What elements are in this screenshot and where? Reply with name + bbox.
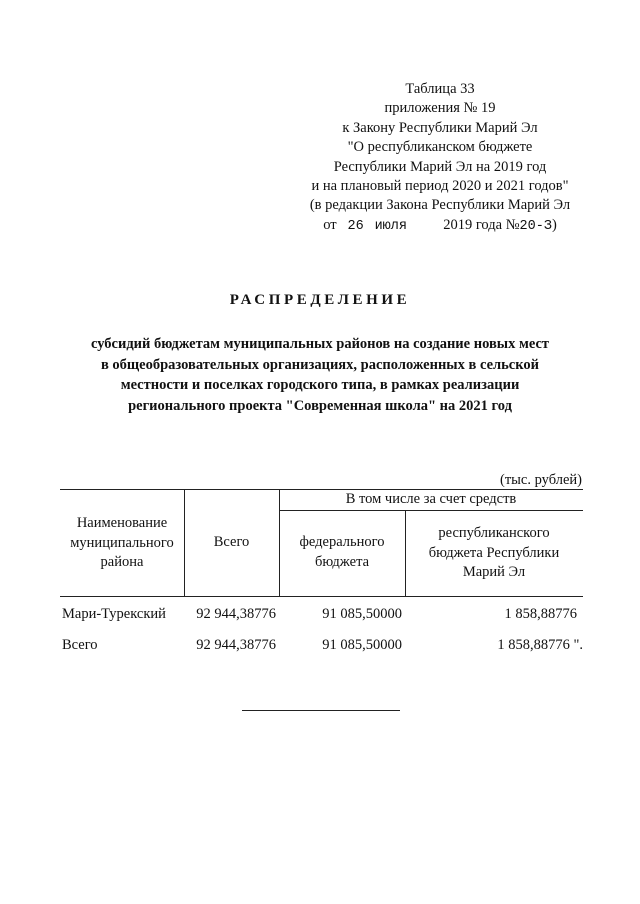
subtitle-line-2: в общеобразовательных организациях, расположенных в сельской: [100, 356, 540, 373]
header-name-line-2: муниципального: [70, 534, 174, 551]
header-republic-line-2: бюджета Республики: [428, 544, 560, 561]
header-federal-line-1: федерального: [299, 534, 385, 550]
header-name-cell: [60, 514, 184, 573]
header-edition: (в редакции Закона Республики Марий Эл: [309, 197, 571, 214]
row-name: Всего: [62, 637, 98, 653]
row-federal: 91 085,50000: [322, 637, 402, 653]
header-name-line-3: района: [100, 554, 144, 570]
header-close: ): [551, 216, 557, 233]
header-federal-cell: [279, 533, 405, 572]
header-federal-line-2: бюджета: [314, 553, 370, 570]
row-total: 92 944,38776: [196, 637, 276, 653]
row-name: Мари-Турекский: [62, 606, 166, 622]
row-total: 92 944,38776: [196, 606, 276, 622]
table-group-divider: [279, 510, 583, 511]
subtitle-line-3: местности и поселках городского типа, в рамках реализации: [120, 377, 520, 393]
header-day: 26: [347, 218, 364, 234]
header-law-number: 20-З: [519, 218, 552, 234]
header-appendix: приложения № 19: [384, 100, 496, 117]
row-republic: 1 858,88776: [504, 606, 577, 622]
units-label: (тыс. рублей): [500, 472, 582, 488]
header-group-cell: В том числе за счет средств: [345, 491, 517, 507]
header-month: июля: [374, 218, 407, 234]
header-law-title-2: Республики Марий Эл на 2019 год: [333, 158, 547, 175]
document-subtitle: [60, 334, 580, 416]
header-total-cell: Всего: [213, 534, 250, 550]
subtitle-line-1: субсидий бюджетам муниципальных районов на создание новых мест: [90, 336, 550, 352]
document-title: РАСПРЕДЕЛЕНИЕ: [229, 292, 411, 308]
footer-separator-line: [242, 710, 400, 711]
row-republic: 1 858,88776 ".: [497, 637, 583, 653]
header-law-title-1: "О республиканском бюджете: [347, 139, 533, 156]
table-header-bottom-border: [60, 596, 583, 597]
header-republic-cell: [405, 524, 583, 583]
header-year: 2019 года №: [443, 216, 520, 233]
row-federal: 91 085,50000: [322, 606, 402, 622]
header-law-ref: к Закону Республики Марий Эл: [342, 119, 538, 136]
header-name-line-1: Наименование: [76, 515, 168, 531]
subtitle-line-4: регионального проекта "Современная школа" на 2021 год: [128, 397, 512, 414]
header-republic-line-1: республиканского: [438, 525, 550, 541]
header-table-number: Таблица 33: [405, 81, 475, 97]
header-republic-line-3: Марий Эл: [462, 564, 526, 580]
header-from: от: [323, 216, 337, 233]
header-law-title-3: и на плановый период 2020 и 2021 годов": [311, 178, 569, 195]
document-header: [280, 80, 600, 236]
header-date-line: [280, 216, 600, 236]
